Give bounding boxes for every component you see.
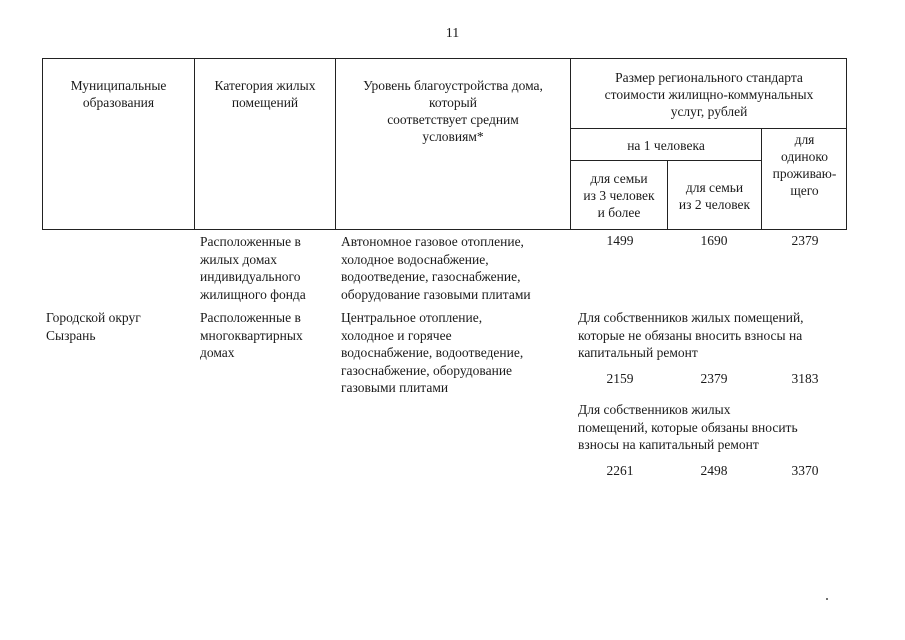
header-family3: для семьи из 3 человек и более [583, 171, 655, 220]
page-number: 11 [445, 26, 460, 41]
row1-value-single: 2379 [791, 233, 819, 248]
header-per-person: на 1 человека [627, 138, 705, 153]
row2-category: Расположенные в многоквартирных домах [200, 310, 303, 360]
row2-group1-value-single: 3183 [791, 371, 819, 386]
row2-group2-note: Для собственников жилых помещений, которые обязаны вносить взносы на капитальный ремонт [578, 402, 798, 452]
header-single: для одиноко проживаю- щего [772, 132, 837, 198]
row2-group2-value-family2: 2498 [700, 463, 728, 478]
row2-group2-value-single: 3370 [791, 463, 819, 478]
header-category: Категория жилых помещений [214, 78, 316, 110]
row2-level: Центральное отопление, холодное и горячее водоснабжение, водоотведение, газоснабжение, оборудование газовыми плитами [341, 310, 524, 395]
header-family2: для семьи из 2 человек [678, 180, 751, 212]
row2-group2-value-family3: 2261 [606, 463, 634, 478]
row1-level: Автономное газовое отопление, холодное водоснабжение, водоотведение, газоснабжение, оборудование газовыми плитами [341, 234, 531, 302]
scan-speck [826, 598, 828, 600]
row1-value-family2: 1690 [700, 233, 728, 248]
header-level: Уровень благоустройства дома, который соответствует средним условиям* [363, 78, 543, 144]
row2-municipality: Городской округ Сызрань [46, 310, 141, 343]
row2-group1-value-family3: 2159 [606, 371, 634, 386]
header-municipality: Муниципальные образования [70, 78, 167, 110]
row2-group1-value-family2: 2379 [700, 371, 728, 386]
divider [570, 128, 847, 129]
row1-value-family3: 1499 [606, 233, 634, 248]
row2-group1-note: Для собственников жилых помещений, которые не обязаны вносить взносы на капитальный ремонт [578, 310, 804, 360]
header-size: Размер регионального стандарта стоимости жилищно-коммунальных услуг, рублей [604, 70, 814, 119]
row1-category: Расположенные в жилых домах индивидуального жилищного фонда [200, 234, 306, 302]
divider [570, 160, 761, 161]
